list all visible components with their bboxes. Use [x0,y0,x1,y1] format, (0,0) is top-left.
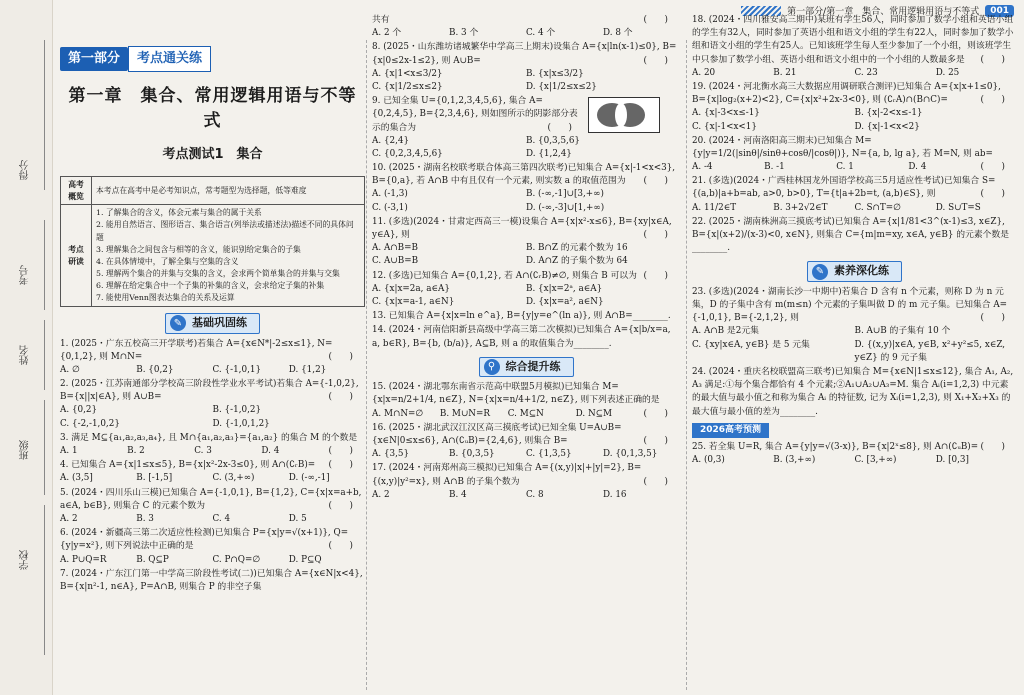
option: D. {x|1/2≤x≤2} [526,81,597,92]
section-title: 综合提升练 [505,359,561,373]
answer-paren: ( ) [643,15,668,25]
option: A. {x|1<x≤3/2} [372,68,443,79]
question-stem: 25. 若全集 U=R, 集合 A={y|y=√(3-x)}, B={x|2ˣ≤8}, 则 A∩(∁ᵤB)= ( ) [692,441,1017,454]
question-stem: 8. (2025・山东潍坊诸城繁华中学高三上期末)设集合 A={x|ln(x-1)≤0}, B={x|0≤2x-1≤2}, 则 A∪B= ( ) [372,41,680,67]
option: A. 2 个 [372,28,402,39]
question-list [372,14,680,351]
option: A. A∩B=B [372,243,418,254]
question-item [60,432,365,458]
pencil-icon: ✎ [812,264,828,280]
option: C. {xy|x∈A, y∈B} 是 5 元集 [692,339,810,350]
option: D. 25 [935,67,960,78]
option: B. {x|x=2ᵃ, a∈A} [526,283,603,294]
option: C. (-3,1) [372,202,408,213]
part-heading [60,46,365,72]
question-list [60,338,365,595]
option: A. {3,5} [372,449,410,460]
options [60,404,365,430]
question-item [692,366,1017,419]
question-stem: 24. (2024・重庆名校联盟高三联考)已知集合 M={x∈N|1≤x≤12}, 集合 A₁, A₂, A₃ 满足:①每个集合都恰有 4 个元素;②A₁∪A₂∪A₃=M. 集合 Aᵢ(i=1,2,3) 中元素的最大值与最小值之和称为集合 Aᵢ 的特征数, 记为 Xᵢ(i=1,2,3), 则 X₁+X₂+X₃ 的最大值与最小值的差为________. [692,367,1014,417]
option: D. P⊆Q [288,554,322,565]
option: D. A∩Z 的子集个数为 64 [526,256,628,267]
answer-paren: ( ) [328,500,353,511]
option: B. {0,3,5,6} [526,135,581,146]
question-item [372,422,680,462]
column-divider [686,40,688,690]
option: C. 3 [194,446,212,456]
option: C. P∩Q=∅ [212,554,261,565]
option: C. [3,+∞) [854,455,897,466]
section-title: 素养深化练 [834,264,889,278]
column-1 [60,14,365,595]
option: D. 16 [603,489,627,500]
options [692,202,1017,215]
options [372,489,680,502]
options [692,454,1017,467]
question-stem: 11. (多选)(2024・甘肃定西高三一模)设集合 A={x|x²-x≤6}, B={xy|x∈A, y∈A}, 则 ( ) [372,216,680,242]
question-item [372,310,680,323]
section-header [692,261,1017,282]
question-stem: 5. (2024・四川乐山三模)已知集合 A={-1,0,1}, B={1,2}, C={x|x=a+b, a∈A, b∈B}, 则集合 C 的元素个数为 ( ) [60,487,365,513]
options [60,554,365,567]
option: C. {1,3,5} [526,449,572,460]
option: D. (-∞,-3]∪[1,+∞) [526,202,605,213]
options [60,364,365,377]
option: C. {x|-1<x<1} [692,121,757,132]
margin-label-score: 得分 [20,160,31,180]
option: D. 5 [288,513,307,524]
options [692,67,1017,80]
question-stem: 17. (2024・河南郑州高三模拟)已知集合 A={(x,y)|x|+|y|=2}, B={(x,y)|y²=x}, 则 A∩B 的子集个数为 ( ) [372,462,680,488]
answer-paren: ( ) [980,442,1005,453]
question-stem: 19. (2024・河北衡水高三大数据应用调研联合测评)已知集合 A={x|x+1≤0}, B={x|log₂(x+2)<2}, C={x|x²+2x-3<0}, 则 (∁ᵣA)∩(B∩C)= ( ) [692,81,1017,107]
question-item [60,378,365,431]
answer-paren: ( ) [643,176,668,187]
question-stem: 9. 已知全集 U={0,1,2,3,4,5,6}, 集合 A={0,2,4,5}, B={2,3,4,6}, 则如图所示的阴影部分表示的集合为 ( ) [372,95,680,135]
question-list [692,286,1017,419]
question-item [692,81,1017,134]
option: B. 4 [449,489,467,500]
option: A. {2,4} [372,135,410,146]
option: D. {0,1,3,5} [603,449,658,460]
answer-paren: ( ) [980,189,1005,200]
option: D. (-∞,-1] [288,473,330,484]
chapter-title: 第一章 集合、常用逻辑用语与不等式 [68,85,357,131]
option: B. Q⊆P [136,554,169,565]
option: D. S∪T=S [935,202,981,213]
question-item [372,462,680,502]
answer-paren: ( ) [328,392,353,403]
option: A. A∩B 是2元集 [692,326,759,337]
answer-paren: ( ) [643,435,668,446]
options [372,135,680,161]
table-row [61,205,365,307]
margin-label-name: 姓名 [20,345,31,365]
answer-paren: ( ) [980,54,1005,65]
question-stem: 20. (2024・河南洛阳高三期末)已知集合 M={y|y=1/2(|sinθ|/sinθ+cosθ/|cosθ|)}, N={a, b, lg a}, 若 M=N, 则 ab= ( ) [692,135,1017,161]
option: C. {x|1/2≤x≤2} [372,81,443,92]
answer-paren: ( ) [643,55,668,66]
options [372,27,680,40]
option: A. (0,3) [692,455,725,466]
option: A. 1 [60,446,78,456]
section-header [60,313,365,334]
question-list [372,381,680,502]
option: B. 3 个 [449,28,479,39]
margin-line [44,400,45,495]
question-item [692,175,1017,215]
option: B. [-1,5] [136,473,173,484]
option: B. B∩Z 的元素个数为 16 [526,243,628,254]
option: A. -4 [692,162,713,173]
prediction-label: 2026高考预测 [692,423,769,439]
option: D. {(x,y)|x∈A, y∈B, x²+y²≤5, x∈Z, y∈Z} 的 9 元子集 [854,339,1006,363]
option: C. {x|x=a-1, a∈N} [372,296,455,307]
option: A. 11/2∈T [692,202,737,213]
margin-line [44,220,45,310]
column-3 [692,14,1017,469]
question-item [372,324,680,350]
option: B. {0,2} [136,364,174,375]
search-icon: ⚲ [484,359,500,375]
table-value: 1. 了解集合的含义，体会元素与集合的属于关系 2. 能用自然语言、图形语言、集合语言(列举法或描述法)描述不同的具体问题 3. 理解集合之间包含与相等的含义，能识别给定集合的子集 4. 在具体情境中，了解全集与空集的含义 5. 理解两个集合的并集与交集的含义，会求两个简单集合的并集与交集 6. 理解在给定集合中一个子集的补集的含义，会求给定子集的补集 7. 能使用Venn图表达集合的关系及运算 [92,205,365,307]
answer-paren: ( ) [643,230,668,240]
option: B. {x|x≤3/2} [526,68,584,79]
option: B. 3+2√2∈T [773,202,828,213]
syllabus-table [60,176,365,307]
option: D. [0,3] [935,455,969,466]
option: A. 2 [60,513,78,524]
question-stem: 1. (2025・广东五校高三开学联考)若集合 A={x∈N*|-2≤x≤1}, N={0,1,2}, 则 M∩N= ( ) [60,338,365,364]
options [60,513,365,526]
option: C. S∩T=∅ [854,202,901,213]
question-item [372,270,680,310]
answer-paren: ( ) [980,162,1005,173]
venn-diagram [588,97,660,133]
table-row [61,177,365,205]
option: D. 4 [261,446,280,456]
option: B. {x|-2<x≤-1} [854,108,923,119]
option: D. {x|-1<x<2} [854,121,920,132]
answer-paren: ( ) [328,446,353,456]
option: C. 8 [526,489,544,500]
header-title: 第一部分/第一章 集合、常用逻辑用语与不等式 [787,7,980,17]
question-stem: 14. (2024・河南信阳新县高级中学高三第二次模拟)已知集合 A={x|b/x=a, a, b∈R}, B={b, (b/a)}, A⊆B, 则 a 的取值集合为________. [372,325,671,349]
option: C. 4 [212,513,231,524]
option: C. {0,2,3,4,5,6} [372,148,443,159]
option: D. {1,2,4} [526,148,572,159]
answer-paren: ( ) [980,95,1005,106]
option: C. {-1,0,1} [212,364,262,375]
option: B. {-1,0,2} [212,405,262,416]
section-header [372,357,680,378]
question-item [692,441,1017,467]
margin-label-class: 班级 [20,440,31,460]
margin-label-school: 学校 [20,550,31,570]
option: B. 21 [773,67,797,78]
question-item [692,286,1017,365]
part-title: 考点通关练 [128,46,211,72]
question-stem: 3. 满足 M⊆{a₁,a₂,a₃,a₄}, 且 M∩{a₁,a₂,a₃}={a₁,a₂} 的集合 M 的个数是 ( ) [60,432,365,445]
question-item [60,459,365,485]
question-item [60,338,365,378]
options [60,445,329,458]
option: A. M∩N=∅ [372,408,424,419]
option: B. A∪B 的子集有 10 个 [854,326,951,337]
margin-line [44,320,45,390]
question-stem: 13. 已知集合 A={x|x=ln e^a}, B={y|y=e^(ln a)}, 则 A∩B=________. [372,311,671,322]
option: A. 2 [372,489,390,500]
option: B. (3,+∞) [773,455,816,466]
margin-line [44,505,45,655]
option: B. (-∞,-1]∪[3,+∞) [526,189,604,200]
question-item [60,568,365,594]
question-item [372,95,680,161]
question-stem: 10. (2025・湖南名校联考联合体高三第四次联考)已知集合 A={x|-1<x<3}, B={0,a}, 若 A∩B 中有且仅有一个元素, 则实数 a 的取值范围为 ( ) [372,162,680,188]
section-title: 基础巩固练 [192,316,247,329]
option: A. {0,2} [60,405,98,416]
question-item [692,14,1017,80]
option: C. 4 个 [526,28,556,39]
question-list [692,14,1017,255]
question-item [60,487,365,527]
column-divider [366,40,368,690]
table-key: 考点研读 [61,205,92,307]
column-2 [372,14,680,503]
question-stem: 共有 ( ) [372,14,680,27]
option: C. M⊆N [507,408,544,419]
answer-paren: ( ) [328,351,353,362]
question-item [372,162,680,215]
option: B. 3 [136,513,154,524]
option: D. 4 [908,162,927,173]
options [692,107,1017,133]
options [372,283,680,309]
option: A. ∅ [60,364,80,375]
option: C. A∪B=B [372,256,419,267]
page-number: 001 [985,5,1014,17]
option: C. 23 [854,67,878,78]
options [60,472,365,485]
answer-paren: ( ) [980,313,1005,324]
option: C. {-2,-1,0,2} [60,418,120,429]
option: B. {0,3,5} [449,449,495,460]
question-stem: 23. (多选)(2024・湖南长沙一中期中)若集合 D 含有 n 个元素，则称 D 为 n 元集，D 的子集中含有 m(m≤n) 个元素的子集叫做 D 的 m 元子集。已知集合 A={-1,0,1}, B={-2,1,2}, 则 ( ) [692,286,1017,326]
option: C. 1 [836,162,854,173]
question-item [372,14,680,40]
options [372,448,680,461]
options [692,161,981,174]
question-item [60,527,365,567]
question-stem: 16. (2025・湖北武汉江汉区高三摸底考试)已知全集 U=A∪B={x∈N|0≤x≤6}, A∩(∁ᵤB)={2,4,6}, 则集合 B= ( ) [372,422,680,448]
option: D. {1,2} [288,364,327,375]
margin-line [44,40,45,190]
answer-paren: ( ) [643,270,668,281]
table-value: 本考点在高考中是必考知识点，常考题型为选择题，低等难度 [92,177,365,205]
option: A. 20 [692,67,716,78]
option: D. N⊆M [575,408,613,419]
question-stem: 7. (2024・广东江门第一中学高三阶段性考试(二))已知集合 A={x∈N|x<4}, B={x|n²-1, n∈A}, P=A∩B, 则集合 P 的非空子集 [60,568,363,592]
question-stem: 4. 已知集合 A={x|1≤x≤5}, B={x|x²-2x-3≤0}, 则 A∩(∁ᵣB)= ( ) [60,459,365,472]
option: D. 8 个 [603,28,633,39]
margin-label-id: 考号 [20,265,31,285]
options [372,68,680,94]
question-item [372,41,680,94]
answer-paren: ( ) [547,122,572,133]
question-stem: 18. (2024・四川雅安高三期中)某班有学生56人，同时参加了数学小组和英语小组的学生有32人，同时参加了英语小组和语文小组的学生有22人，同时参加了数学小组和语文小组的学生有25人。已知该班学生每人至少参加了一个小组，则该班学生中只参加了数学小组、英语小组和语文小组中的一个小组的人数最多是 ( ) [692,14,1017,67]
option: A. {x|x=2a, a∈A} [372,283,450,294]
answer-paren: ( ) [328,460,353,471]
option: B. 2 [127,446,145,456]
test-title: 考点测试1 集合 [162,146,263,162]
question-item [692,216,1017,256]
answer-paren: ( ) [643,476,668,487]
part-label: 第一部分 [60,47,128,71]
question-stem: 2. (2025・江苏南通部分学校高三阶段性学业水平考试)若集合 A={-1,0,2}, B={x||x|∈A}, 则 A∪B= ( ) [60,378,365,404]
option: B. M∪N=R [439,408,491,419]
question-item [692,135,1017,175]
option: C. (3,+∞) [212,473,255,484]
options [372,242,680,268]
question-stem: 15. (2024・湖北鄂东南省示范高中联盟5月模拟)已知集合 M={x|x=n/2+1/4, n∈Z}, N={x|x=n/4+1/2, n∈Z}, 则下列表述正确的是 ( ) [372,381,680,407]
question-stem: 22. (2025・湖南株洲高三摸底考试)已知集合 A={x|1/81<3^(x-1)≤3, x∈Z}, B={x|(x+2)/(x-3)<0, x∈N}, 则集合 C={m|m=xy, x∈A, y∈B} 的元素个数是________. [692,216,1010,254]
pencil-icon: ✎ [170,315,186,331]
options [372,408,644,421]
options [692,325,1017,365]
option: B. -1 [764,162,785,173]
binding-margin [0,0,53,695]
question-item [372,216,680,269]
question-stem: 6. (2024・新疆高三第二次适应性检测)已知集合 P={x|y=√(x+1)}, Q={y|y=x²}, 则下列说法中正确的是 ( ) [60,527,365,553]
question-stem: 12. (多选)已知集合 A={0,1,2}, 若 A∩(∁ᵣB)≠∅, 则集合 B 可以为 ( ) [372,270,680,283]
table-key: 高考概览 [61,177,92,205]
option: D. {-1,0,1,2} [212,418,270,429]
option: D. {x|x=a², a∈N} [526,296,604,307]
question-item [372,381,680,421]
option: A. (-1,3) [372,189,408,200]
options [372,188,680,214]
question-list [692,441,1017,467]
option: A. P∪Q=R [60,554,107,565]
answer-paren: ( ) [643,408,668,419]
question-stem: 21. (多选)(2024・广西桂林国龙外国语学校高三5月适应性考试)已知集合 S={(a,b)|a+b=ab, a>0, b>0}, T={t|a+2b=t, (a,b)∈S}, 则 ( ) [692,175,1017,201]
answer-paren: ( ) [328,541,353,552]
option: A. (3,5] [60,473,93,484]
option: A. {x|-3<x≤-1} [692,108,760,119]
